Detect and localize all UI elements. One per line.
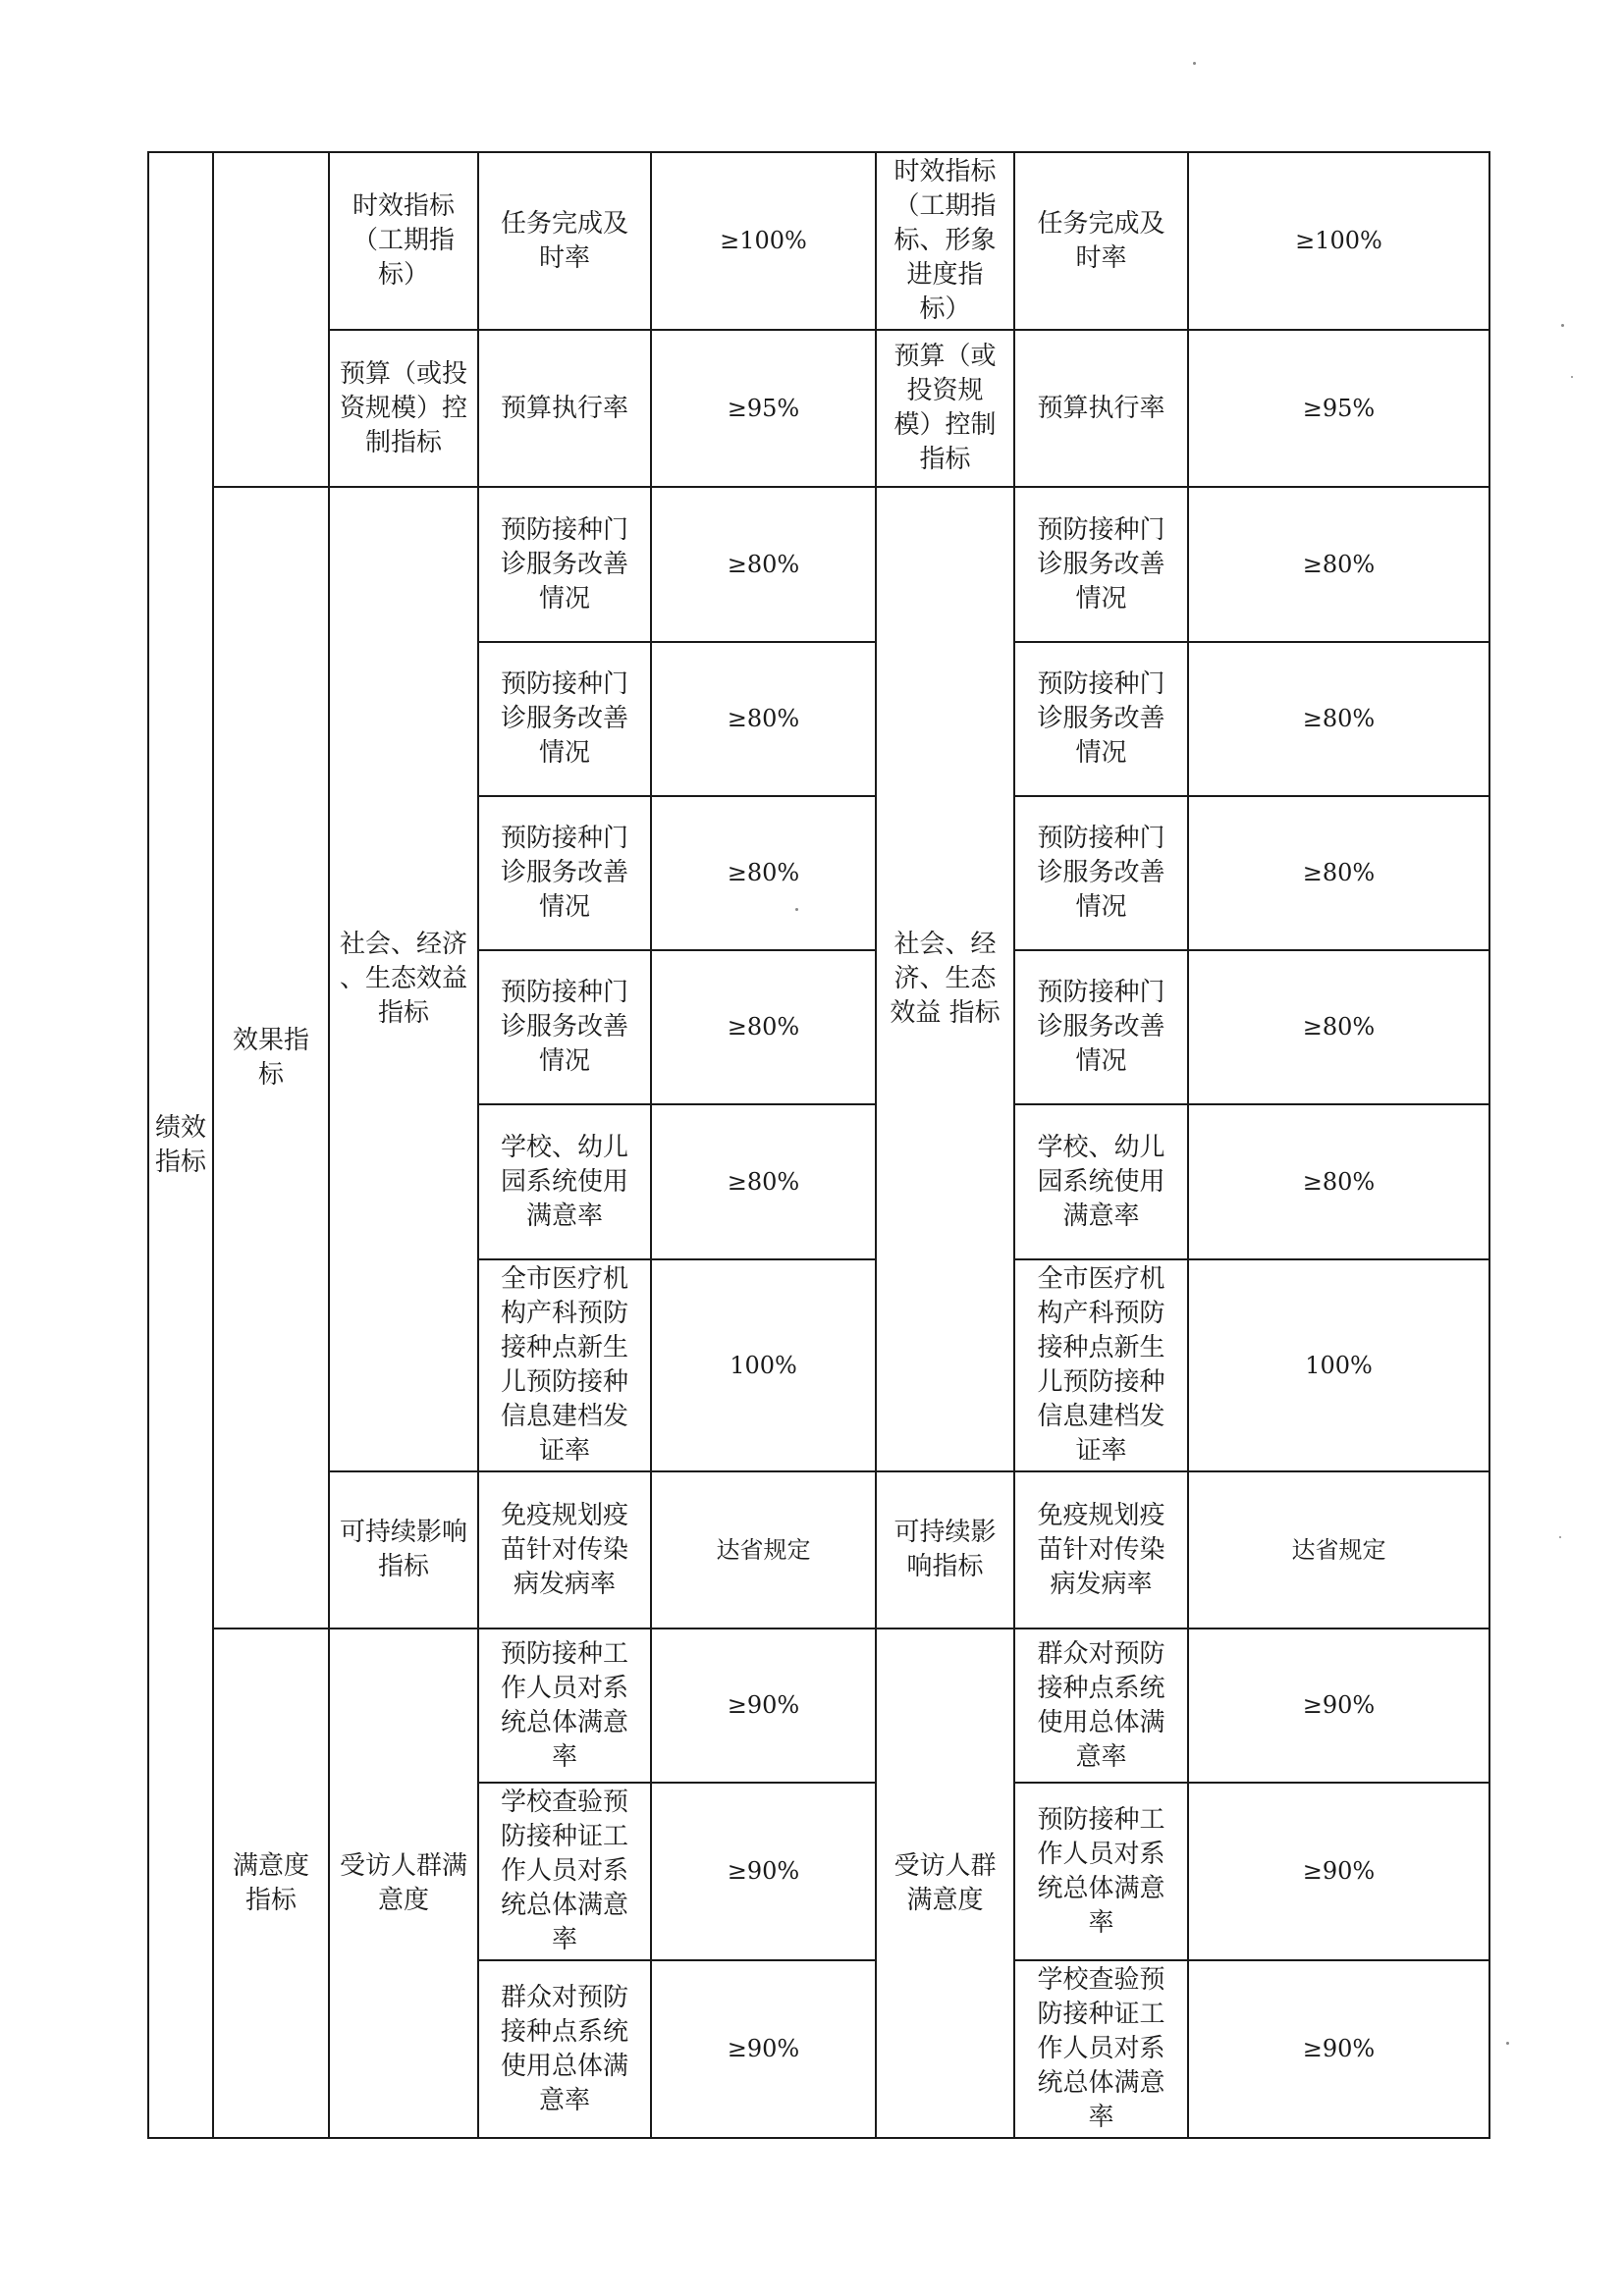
indicator-cell-alt: 预防接种门 诊服务改善 情况 xyxy=(1014,796,1188,950)
indicator-cell-alt: 预防接种门 诊服务改善 情况 xyxy=(1014,950,1188,1104)
indicator-cell: 预防接种门 诊服务改善 情况 xyxy=(478,796,651,950)
scan-speck xyxy=(1561,324,1564,327)
indicator-cell: 预防接种门 诊服务改善 情况 xyxy=(478,487,651,642)
level2-cell: 预算（或投 资规模）控 制指标 xyxy=(329,330,478,487)
level2-cell-alt: 预算（或 投资规 模）控制 指标 xyxy=(876,330,1014,487)
level2-cell: 可持续影响 指标 xyxy=(329,1471,478,1629)
target-value-cell: ≥80% xyxy=(651,950,876,1104)
target-value-cell: ≥80% xyxy=(651,642,876,796)
target-value-cell-alt: ≥95% xyxy=(1188,330,1489,487)
indicator-cell: 预防接种门 诊服务改善 情况 xyxy=(478,950,651,1104)
indicator-cell: 免疫规划疫 苗针对传染 病发病率 xyxy=(478,1471,651,1629)
level2-cell-alt: 时效指标 （工期指 标、形象 进度指 标） xyxy=(876,152,1014,330)
target-value-cell-alt: ≥90% xyxy=(1188,1960,1489,2138)
level1-cell xyxy=(213,152,329,487)
level1-cell: 满意度 指标 xyxy=(213,1629,329,2138)
level2-cell: 受访人群满 意度 xyxy=(329,1629,478,2138)
target-value-cell: ≥80% xyxy=(651,796,876,950)
indicator-cell-alt: 学校查验预 防接种证工 作人员对系 统总体满意 率 xyxy=(1014,1960,1188,2138)
target-value-cell: ≥90% xyxy=(651,1783,876,1960)
indicator-cell-alt: 学校、幼儿 园系统使用 满意率 xyxy=(1014,1104,1188,1259)
indicator-cell-alt: 全市医疗机 构产科预防 接种点新生 儿预防接种 信息建档发 证率 xyxy=(1014,1259,1188,1471)
level1-cell: 效果指 标 xyxy=(213,487,329,1629)
indicator-cell: 任务完成及 时率 xyxy=(478,152,651,330)
target-value-cell-alt: 100% xyxy=(1188,1259,1489,1471)
level2-cell-alt: 可持续影 响指标 xyxy=(876,1471,1014,1629)
target-value-cell-alt: ≥80% xyxy=(1188,796,1489,950)
level2-cell-alt: 社会、经 济、生态 效益 指标 xyxy=(876,487,1014,1471)
indicator-cell: 群众对预防 接种点系统 使用总体满 意率 xyxy=(478,1960,651,2138)
target-value-cell-alt: ≥100% xyxy=(1188,152,1489,330)
target-value-cell-alt: ≥90% xyxy=(1188,1629,1489,1783)
target-value-cell: ≥80% xyxy=(651,487,876,642)
indicator-cell-alt: 预算执行率 xyxy=(1014,330,1188,487)
scan-speck xyxy=(1559,1536,1561,1538)
target-value-cell-alt: ≥80% xyxy=(1188,487,1489,642)
indicator-cell: 预防接种工 作人员对系 统总体满意 率 xyxy=(478,1629,651,1783)
category-cell: 绩效 指标 xyxy=(148,152,213,2138)
indicator-cell-alt: 预防接种门 诊服务改善 情况 xyxy=(1014,487,1188,642)
level2-cell-alt: 受访人群 满意度 xyxy=(876,1629,1014,2138)
indicator-table xyxy=(147,151,1490,2139)
scan-speck xyxy=(1193,62,1196,65)
target-value-cell: ≥100% xyxy=(651,152,876,330)
scan-speck xyxy=(1506,2042,1509,2045)
target-value-cell-alt: ≥80% xyxy=(1188,642,1489,796)
target-value-cell-alt: ≥90% xyxy=(1188,1783,1489,1960)
target-value-cell-alt: ≥80% xyxy=(1188,950,1489,1104)
target-value-cell-alt: ≥80% xyxy=(1188,1104,1489,1259)
target-value-cell: 100% xyxy=(651,1259,876,1471)
level2-cell: 时效指标 （工期指 标） xyxy=(329,152,478,330)
indicator-cell-alt: 免疫规划疫 苗针对传染 病发病率 xyxy=(1014,1471,1188,1629)
level2-cell: 社会、经济 、生态效益 指标 xyxy=(329,487,478,1471)
target-value-cell: ≥80% xyxy=(651,1104,876,1259)
target-value-cell-alt: 达省规定 xyxy=(1188,1471,1489,1629)
scan-speck xyxy=(795,908,798,911)
indicator-cell: 学校、幼儿 园系统使用 满意率 xyxy=(478,1104,651,1259)
indicator-cell-alt: 任务完成及 时率 xyxy=(1014,152,1188,330)
target-value-cell: ≥95% xyxy=(651,330,876,487)
indicator-cell-alt: 预防接种工 作人员对系 统总体满意 率 xyxy=(1014,1783,1188,1960)
target-value-cell: ≥90% xyxy=(651,1960,876,2138)
indicator-cell: 学校查验预 防接种证工 作人员对系 统总体满意 率 xyxy=(478,1783,651,1960)
indicator-cell: 全市医疗机 构产科预防 接种点新生 儿预防接种 信息建档发 证率 xyxy=(478,1259,651,1471)
target-value-cell: ≥90% xyxy=(651,1629,876,1783)
indicator-cell-alt: 预防接种门 诊服务改善 情况 xyxy=(1014,642,1188,796)
indicator-cell: 预算执行率 xyxy=(478,330,651,487)
indicator-cell-alt: 群众对预防 接种点系统 使用总体满 意率 xyxy=(1014,1629,1188,1783)
target-value-cell: 达省规定 xyxy=(651,1471,876,1629)
indicator-cell: 预防接种门 诊服务改善 情况 xyxy=(478,642,651,796)
scan-speck xyxy=(1571,376,1573,378)
